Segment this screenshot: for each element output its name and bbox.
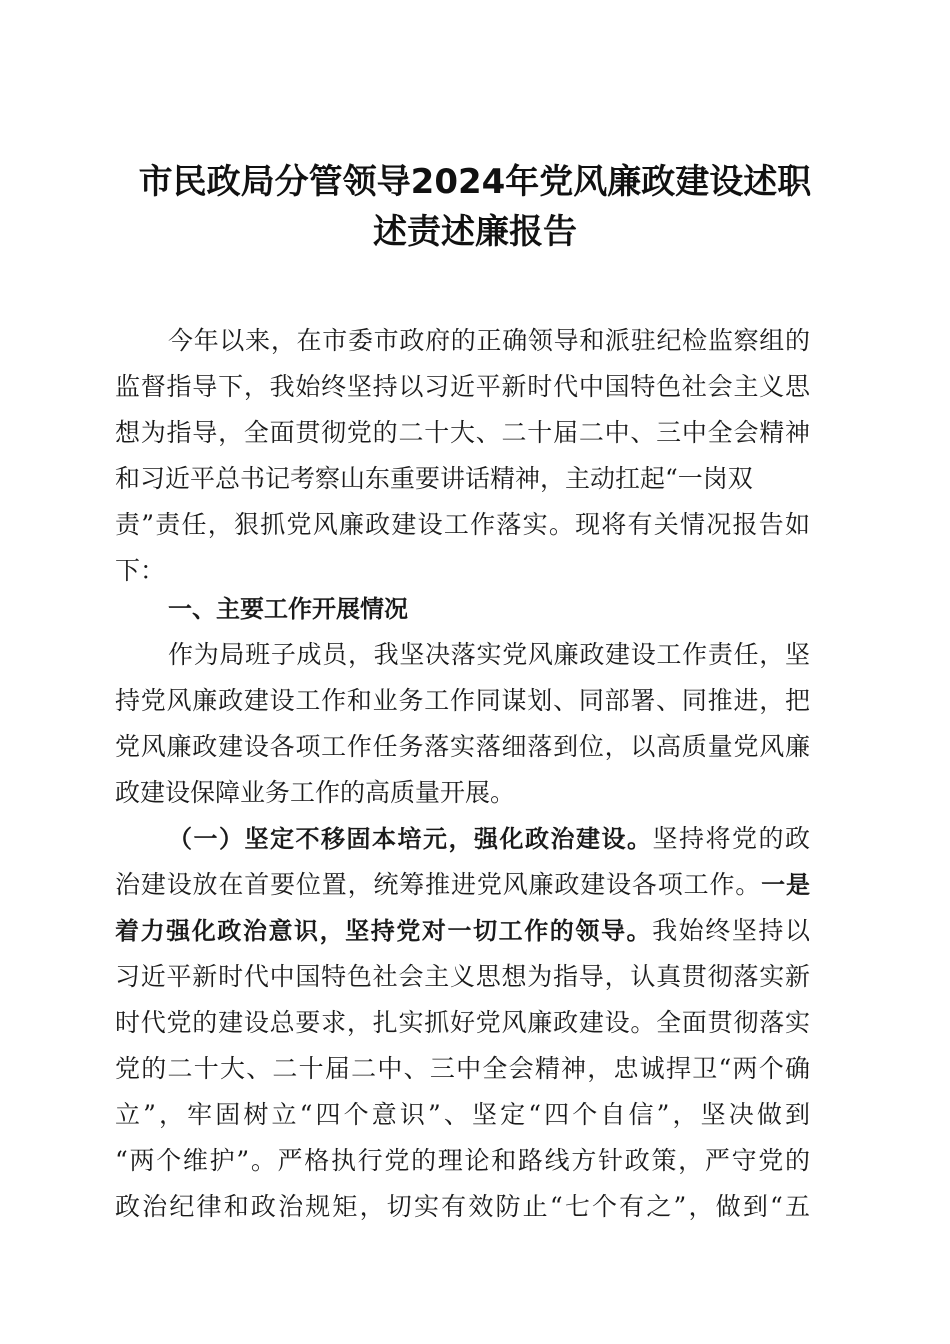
intro-line: 和习近平总书记考察山东重要讲话精神，主动扛起“一岗双 bbox=[115, 464, 753, 493]
subsection-heading: （一）坚定不移固本培元，强化政治建设。 bbox=[168, 825, 653, 853]
document-title-line-1: 市民政局分管领导2024年党风廉政建设述职 bbox=[138, 162, 812, 202]
subsection-text: 我始终坚持以 bbox=[652, 916, 810, 945]
section-heading: 一、主要工作开展情况 bbox=[168, 595, 408, 623]
subsection-emphasis: 一是 bbox=[761, 871, 811, 899]
subsection-text: 坚持将党的政 bbox=[652, 824, 810, 853]
subsection-line: 时代党的建设总要求，扎实抓好党风廉政建设。全面贯彻落实 bbox=[115, 1008, 810, 1037]
intro-line: 今年以来，在市委市政府的正确领导和派驻纪检监察组的 bbox=[168, 326, 810, 355]
document-title-line-2: 述责述廉报告 bbox=[373, 212, 577, 252]
subsection-line: 立”，牢固树立“四个意识”、坚定“四个自信”，坚决做到 bbox=[115, 1100, 810, 1129]
section1-line: 作为局班子成员，我坚决落实党风廉政建设工作责任，坚 bbox=[168, 640, 810, 669]
section1-line: 政建设保障业务工作的高质量开展。 bbox=[115, 778, 516, 807]
subsection-line bbox=[115, 862, 810, 908]
intro-line: 想为指导，全面贯彻党的二十大、二十届二中、三中全会精神 bbox=[115, 418, 810, 447]
intro-line: 监督指导下，我始终坚持以习近平新时代中国特色社会主义思 bbox=[115, 372, 810, 401]
intro-line: 责”责任，狠抓党风廉政建设工作落实。现将有关情况报告如 bbox=[115, 510, 810, 539]
section1-line: 持党风廉政建设工作和业务工作同谋划、同部署、同推进，把 bbox=[115, 686, 810, 715]
subsection-line bbox=[168, 816, 810, 862]
section1-line: 党风廉政建设各项工作任务落实落细落到位，以高质量党风廉 bbox=[115, 732, 810, 761]
subsection-line: 习近平新时代中国特色社会主义思想为指导，认真贯彻落实新 bbox=[115, 962, 810, 991]
subsection-line: “两个维护”。严格执行党的理论和路线方针政策，严守党的 bbox=[115, 1146, 810, 1175]
intro-line: 下： bbox=[115, 556, 166, 585]
subsection-line: 政治纪律和政治规矩，切实有效防止“七个有之”，做到“五 bbox=[115, 1192, 810, 1221]
subsection-line: 党的二十大、二十届二中、三中全会精神，忠诚捍卫“两个确 bbox=[115, 1054, 810, 1083]
subsection-text: 治建设放在首要位置，统筹推进党风廉政建设各项工作。 bbox=[115, 870, 762, 899]
subsection-line bbox=[115, 908, 810, 954]
subsection-emphasis: 着力强化政治意识，坚持党对一切工作的领导。 bbox=[115, 917, 653, 945]
